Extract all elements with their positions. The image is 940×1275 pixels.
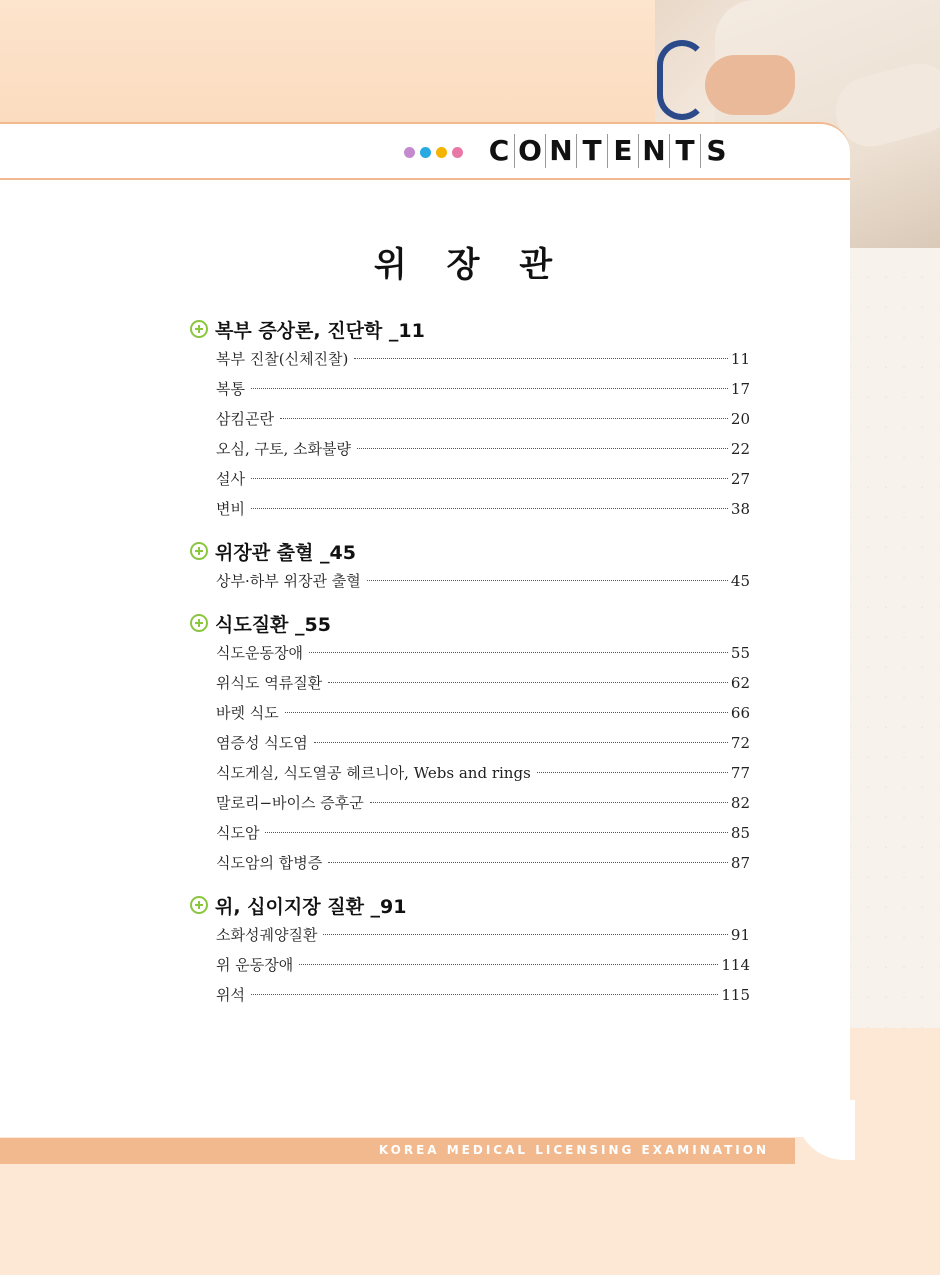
toc-entry-title: 식도게실, 식도열공 헤르니아, Webs and rings (216, 764, 531, 782)
dot-leader (309, 652, 728, 653)
toc-entry-page: 77 (730, 764, 750, 782)
section-heading[interactable] (190, 536, 750, 566)
header-dot (420, 147, 431, 158)
contents-letter: O (515, 134, 546, 168)
toc-entry-page: 91 (730, 926, 750, 944)
toc-entry-page: 66 (730, 704, 750, 722)
toc-entry[interactable] (216, 494, 750, 524)
toc-entry-page: 20 (730, 410, 750, 428)
toc-entry-title: 바렛 식도 (216, 704, 279, 722)
plus-circle-icon (190, 542, 208, 560)
contents-letter: T (577, 134, 608, 168)
dot-leader (251, 508, 728, 509)
dot-leader (323, 934, 727, 935)
toc-entry-title: 식도암 (216, 824, 260, 842)
toc-entry-title: 식도운동장애 (216, 644, 303, 662)
toc-entry[interactable] (216, 728, 750, 758)
toc-entry-title: 소화성궤양질환 (216, 926, 318, 944)
toc-entry[interactable] (216, 344, 750, 374)
dot-leader (537, 772, 728, 773)
toc-section (190, 536, 750, 596)
contents-letter: C (484, 134, 515, 168)
toc-entry-page: 45 (730, 572, 750, 590)
contents-header (0, 124, 850, 180)
toc-entry-page: 87 (730, 854, 750, 872)
section-heading-label: 위, 십이지장 질환 _91 (215, 895, 407, 918)
section-gap (190, 596, 750, 608)
section-heading-label: 복부 증상론, 진단학 _11 (215, 319, 425, 342)
toc-entry[interactable] (216, 920, 750, 950)
toc-entry-title: 복부 진찰(신체진찰) (216, 350, 349, 368)
toc-entry[interactable] (216, 668, 750, 698)
dot-leader (251, 478, 728, 479)
toc-entry-title: 염증성 식도염 (216, 734, 308, 752)
section-gap (190, 524, 750, 536)
section-heading[interactable] (190, 890, 750, 920)
dot-leader (367, 580, 728, 581)
dot-leader (265, 832, 727, 833)
toc-entry[interactable] (216, 788, 750, 818)
toc-section (190, 890, 750, 1010)
section-heading[interactable] (190, 314, 750, 344)
toc-entry-page: 62 (730, 674, 750, 692)
toc-entry[interactable] (216, 566, 750, 596)
contents-letter: S (706, 134, 727, 167)
toc-entry-page: 17 (730, 380, 750, 398)
toc-entry-page: 55 (730, 644, 750, 662)
toc-entry[interactable] (216, 434, 750, 464)
toc-entry[interactable] (216, 698, 750, 728)
toc-entry-title: 위석 (216, 986, 245, 1004)
toc-entry-page: 38 (730, 500, 750, 518)
dot-leader (285, 712, 728, 713)
toc-entry-title: 위식도 역류질환 (216, 674, 323, 692)
dot-leader (314, 742, 728, 743)
toc-entry[interactable] (216, 758, 750, 788)
toc-entry[interactable] (216, 638, 750, 668)
contents-letter: T (670, 134, 701, 168)
toc-entry-title: 위 운동장애 (216, 956, 294, 974)
footer-band (0, 1138, 795, 1164)
dot-leader (299, 964, 718, 965)
doctor-hand (705, 55, 795, 115)
section-gap (190, 878, 750, 890)
toc-entry[interactable] (216, 818, 750, 848)
dot-leader (251, 388, 728, 389)
toc-entry[interactable] (216, 404, 750, 434)
toc-section (190, 314, 750, 524)
toc-entry-page: 11 (730, 350, 750, 368)
page-corner (795, 1100, 855, 1160)
table-of-contents (190, 314, 750, 1010)
toc-entry-page: 115 (721, 986, 750, 1004)
section-heading-label: 식도질환 _55 (215, 613, 331, 636)
toc-entry-title: 변비 (216, 500, 245, 518)
toc-entry-title: 설사 (216, 470, 245, 488)
header-dot (436, 147, 447, 158)
toc-entry[interactable] (216, 374, 750, 404)
section-heading-label: 위장관 출혈 _45 (215, 541, 356, 564)
toc-entry[interactable] (216, 848, 750, 878)
side-pattern (850, 248, 940, 1028)
toc-entry-page: 27 (730, 470, 750, 488)
contents-title (484, 134, 732, 168)
contents-letter: N (546, 134, 577, 168)
contents-letter: N (639, 134, 670, 168)
toc-entry[interactable] (216, 980, 750, 1010)
toc-entry[interactable] (216, 950, 750, 980)
dot-leader (354, 358, 728, 359)
toc-entry[interactable] (216, 464, 750, 494)
stethoscope-icon (657, 40, 707, 120)
plus-circle-icon (190, 896, 208, 914)
toc-entry-page: 72 (730, 734, 750, 752)
toc-entry-page: 85 (730, 824, 750, 842)
plus-circle-icon (190, 320, 208, 338)
footer-text: KOREA MEDICAL LICENSING EXAMINATION (378, 1143, 769, 1157)
dot-leader (251, 994, 718, 995)
header-dot (404, 147, 415, 158)
toc-entry-title: 상부·하부 위장관 출혈 (216, 572, 361, 590)
toc-entry-title: 오심, 구토, 소화불량 (216, 440, 351, 458)
dot-leader (357, 448, 728, 449)
toc-entry-page: 114 (721, 956, 750, 974)
toc-entry-page: 22 (730, 440, 750, 458)
page-title: 위 장 관 (373, 245, 567, 285)
contents-letter: E (608, 134, 639, 168)
header-dot (452, 147, 463, 158)
toc-entry-title: 삼킴곤란 (216, 410, 274, 428)
toc-entry-title: 복통 (216, 380, 245, 398)
header-dots (404, 147, 463, 158)
toc-entry-title: 식도암의 합병증 (216, 854, 323, 872)
dot-leader (328, 682, 728, 683)
toc-entry-page: 82 (730, 794, 750, 812)
dot-leader (370, 802, 728, 803)
plus-circle-icon (190, 614, 208, 632)
dot-leader (280, 418, 728, 419)
toc-section (190, 608, 750, 878)
section-heading[interactable] (190, 608, 750, 638)
toc-entry-title: 말로리−바이스 증후군 (216, 794, 364, 812)
dot-leader (328, 862, 728, 863)
